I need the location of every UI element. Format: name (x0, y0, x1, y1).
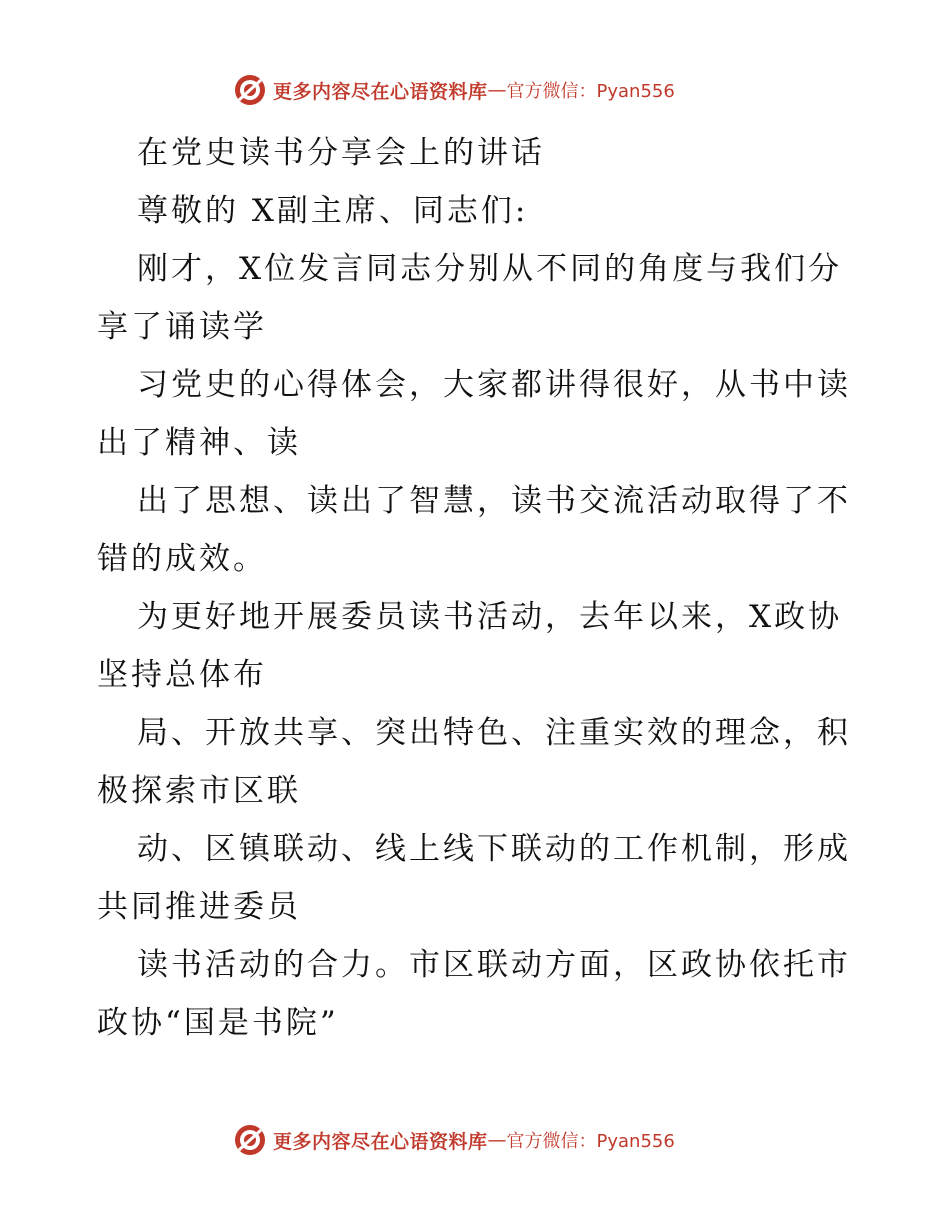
document-greeting: 尊敬的 X副主席、同志们: (137, 193, 529, 229)
document-body (97, 124, 857, 1052)
paragraph-line: 政协“国是书院” (97, 1005, 339, 1041)
watermark-wechat: 官方微信：Pyan556 (506, 1131, 675, 1152)
paragraph-line: 坚持总体布 (97, 657, 267, 693)
watermark-wechat: 官方微信：Pyan556 (506, 81, 675, 102)
paragraph-line: 局、开放共享、突出特色、注重实效的理念，积 (137, 715, 851, 751)
paragraph-line: 出了精神、读 (97, 425, 301, 461)
red-sphere-logo-icon (233, 73, 267, 107)
watermark-dash: — (487, 1129, 507, 1151)
header-watermark (233, 72, 675, 108)
watermark-dash: — (487, 79, 507, 101)
paragraph-line: 错的成效。 (97, 541, 267, 577)
paragraph-line: 享了诵读学 (97, 309, 267, 345)
paragraph-line: 动、区镇联动、线上线下联动的工作机制，形成 (137, 831, 851, 867)
paragraph-line: 为更好地开展委员读书活动，去年以来，X政协 (137, 599, 843, 635)
watermark-text: 更多内容尽在心语资料库 (273, 80, 488, 103)
paragraph-line: 极探索市区联 (97, 773, 301, 809)
paragraph-line: 习党史的心得体会，大家都讲得很好，从书中读 (137, 367, 851, 403)
paragraph-line: 刚才，X位发言同志分别从不同的角度与我们分 (137, 251, 843, 287)
paragraph-line: 读书活动的合力。市区联动方面，区政协依托市 (137, 947, 851, 983)
footer-watermark (233, 1122, 675, 1158)
paragraph-line: 出了思想、读出了智慧，读书交流活动取得了不 (137, 483, 851, 519)
red-sphere-logo-icon (233, 1123, 267, 1157)
document-title: 在党史读书分享会上的讲话 (137, 135, 545, 171)
watermark-text: 更多内容尽在心语资料库 (273, 1130, 488, 1153)
paragraph-line: 共同推进委员 (97, 889, 301, 925)
